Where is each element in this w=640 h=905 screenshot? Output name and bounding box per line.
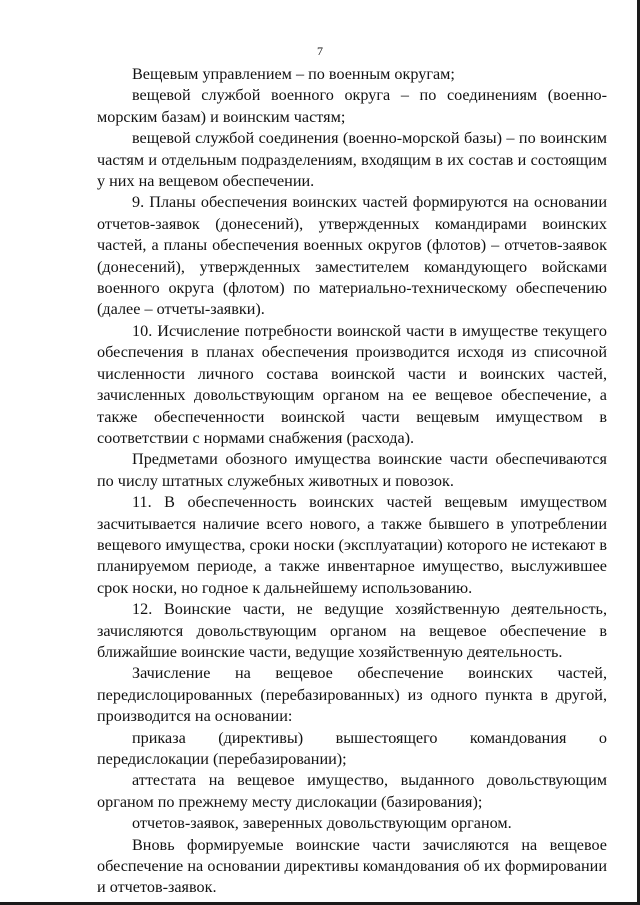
paragraph: вещевой службой соединения (военно-морской базы) – по воинским частям и отдельным подразделениям, входящим в их состав и состоящим у них на вещевом обеспечении. — [97, 129, 607, 191]
paragraph: Зачисление на вещевое обеспечение воинских частей, передислоцированных (перебазированных) из одного пункта в другой, производится на основании: — [97, 664, 607, 726]
paragraph: 10. Исчисление потребности воинской части в имуществе текущего обеспечения в планах обеспечения производится исходя из списочной численности личного состава воинской части и воинских частей, зачисленных довольствующим органом на ее вещевое обеспечение, а также обеспеченности воинской части вещевым имуществом в соответствии с нормами снабжения (расхода). — [97, 321, 607, 447]
paragraph: Вещевым управлением – по военным округам; — [132, 65, 455, 83]
page-number: 7 — [317, 44, 323, 58]
paragraph: 12. Воинские части, не ведущие хозяйственную деятельность, зачисляются довольствующим органом на вещевое обеспечение в ближайшие воинские части, ведущие хозяйственную деятельность. — [97, 600, 607, 661]
paragraph: Вновь формируемые воинские части зачисляются на вещевое обеспечение на основании директивы командования об их формировании и отчетов-заявок. — [97, 835, 607, 897]
paragraph: Предметами обозного имущества воинские части обеспечиваются по числу штатных служебных животных и повозок. — [97, 450, 607, 490]
paragraph: аттестата на вещевое имущество, выданного довольствующим органом по прежнему месту дислокации (базирования); — [97, 771, 607, 811]
paragraph: 11. В обеспеченность воинских частей вещевым имуществом засчитывается наличие всего нового, а также бывшего в употреблении вещевого имущества, сроки носки (эксплуатации) которого не истекают в планируемом периоде, а также инвентарное имущество, выслужившее срок носки, но годное к дальнейшему использованию. — [97, 493, 607, 597]
paragraph: вещевой службой военного округа – по соединениям (военно-морским базам) и воинским частям; — [97, 86, 607, 126]
body-text — [97, 64, 607, 899]
paragraph: 9. Планы обеспечения воинских частей формируются на основании отчетов-заявок (донесений), утвержденных командирами воинских частей, а планы обеспечения военных округов (флотов) – отчетов-заявок (донесений), утвержденных заместителем командующего войсками военного округа (флотом) по материально-техническому обеспечению (далее – отчеты-заявки). — [97, 193, 607, 319]
paragraph: приказа (директивы) вышестоящего командования о передислокации (перебазировании); — [97, 728, 607, 768]
paragraph: отчетов-заявок, заверенных довольствующим органом. — [132, 814, 512, 833]
